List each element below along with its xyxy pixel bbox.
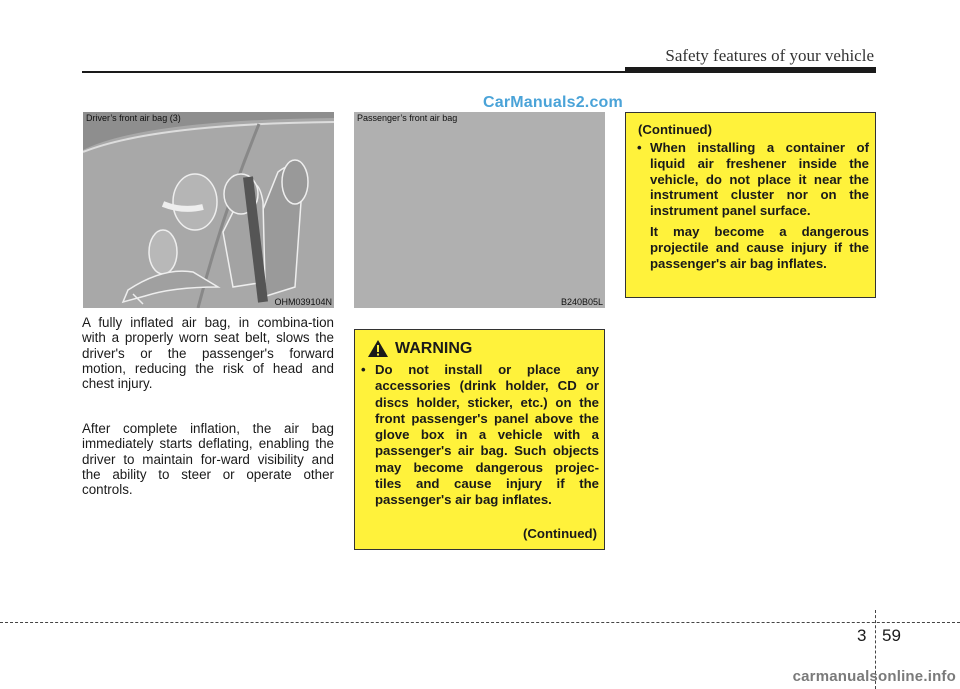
driver-airbag-figure: [83, 112, 334, 308]
figure-caption: Driver’s front air bag (3): [86, 113, 181, 123]
continued-text: It may become a dangerous projectile and cause injury if the passenger's air bag inflates.: [650, 223, 869, 271]
footer-rule: [0, 622, 960, 623]
chapter-number: 3: [857, 626, 867, 645]
bullet: •: [637, 140, 642, 155]
warning-header: [367, 339, 472, 358]
body-paragraph: A fully inflated air bag, in combina-tion with a properly worn seat belt, slows the driver's or the passenger's forward motion, reducing the risk of head and chest injury.: [82, 315, 334, 392]
continued-warning-box: [625, 112, 876, 298]
body-paragraph: After complete inflation, the air bag immediately starts deflating, enabling the driver to maintain for-ward visibility and the ability to steer or operate other controls.: [82, 421, 334, 498]
warning-text: Do not install or place any accessories (drink holder, CD or discs holder, sticker, etc.) on the front passenger's panel above the glove box in a vehicle with a passenger's air bag. Such objects may become dangerous projec-tiles and cause injury if the passenger's air bag inflates.: [375, 362, 599, 508]
header-rule-accent: [625, 67, 876, 72]
warning-text-block: [361, 362, 599, 509]
footer-watermark-link[interactable]: carmanualsonline.info: [792, 668, 956, 685]
warning-title: WARNING: [395, 339, 473, 357]
driver-airbag-illustration: [83, 112, 334, 308]
page-number: 59: [882, 626, 901, 645]
continued-title: (Continued): [638, 122, 712, 137]
section-title: Safety features of your vehicle: [665, 46, 874, 65]
continued-text: When installing a container of liquid air freshener inside the vehicle, do not place it near the instrument cluster nor on the instrument panel surface.: [650, 140, 869, 219]
continued-text-block: [637, 140, 869, 276]
watermark-link[interactable]: CarManuals2.com: [483, 94, 623, 111]
passenger-airbag-figure: [354, 112, 605, 308]
bullet: •: [361, 362, 366, 377]
figure-code: OHM039104N: [274, 297, 332, 307]
warning-triangle-icon: [367, 339, 389, 358]
warning-box: [354, 329, 605, 550]
continued-label: (Continued): [523, 526, 597, 541]
figure-code: B240B05L: [560, 297, 603, 307]
figure-caption: Passenger’s front air bag: [357, 113, 458, 123]
